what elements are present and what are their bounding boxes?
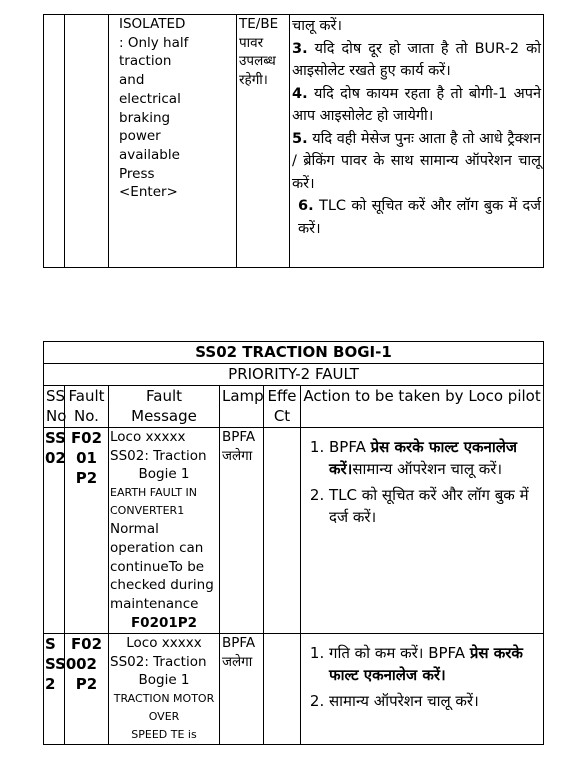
action-text: यदि वही मेसेज पुनः आता है तो आधे ट्रैक्शन / ब्रेकिंग पावर के साथ सामान्य ऑपरेशन चालू करें। [292, 130, 541, 192]
message-line: braking [119, 109, 171, 126]
message-line: <Enter> [119, 184, 178, 201]
row-effect [264, 428, 301, 634]
top-lamp-cell [237, 15, 290, 268]
action-item [329, 690, 537, 712]
header-ss-no: SS No [44, 386, 65, 428]
message-line: Loco xxxxx [110, 429, 186, 445]
row-fault-no: F02 02 P2 [65, 634, 109, 745]
message-line: available [119, 146, 180, 163]
message-line: Bogie 1 [138, 672, 190, 689]
table-row [44, 634, 544, 745]
top-fault-cell [65, 15, 109, 268]
row-action [301, 428, 544, 634]
table-row [44, 428, 544, 634]
action-item [292, 83, 541, 128]
message-line: and [119, 72, 145, 89]
message-small: TRACTION MOTOR OVER [113, 692, 215, 724]
message-line: electrical [119, 90, 181, 107]
top-action-cell [290, 15, 544, 268]
table-title: SS02 TRACTION BOGI-1 [44, 342, 544, 364]
header-effect: Effe Ct [264, 386, 301, 428]
action-item [292, 128, 541, 196]
action-bold: प्रेस करके फाल्ट एकनालेज करें। [329, 438, 518, 478]
message-line: ISOLATED [119, 16, 186, 32]
action-item [329, 642, 537, 686]
action-number: 4. [292, 85, 308, 102]
top-ss-cell [44, 15, 65, 268]
message-tail: Normal operation can continueTo be checked during maintenance [110, 521, 214, 612]
row-ss: S SS0 2 [44, 634, 65, 745]
table-subtitle: PRIORITY-2 FAULT [44, 364, 544, 386]
row-lamp: BPFA जलेगा [220, 428, 264, 634]
action-text: यदि दोष कायम रहता है तो बोगी-1 अपने आप आइसोलेट हो जायेगी। [292, 85, 541, 124]
message-line: Loco xxxxx [126, 635, 202, 651]
priority-fault-table [43, 341, 544, 745]
lamp-line: रहेगी। [239, 72, 268, 89]
top-message-cell [109, 15, 237, 268]
header-fault-no: Fault No. [65, 386, 109, 428]
action-text: सामान्य ऑपरेशन चालू करें। [352, 460, 503, 478]
row-ss: SS 02 [44, 428, 65, 634]
message-small: EARTH FAULT IN CONVERTER1 [110, 486, 198, 518]
message-line: : Only half [119, 34, 189, 51]
action-number: 5. [292, 130, 308, 147]
action-item [292, 195, 541, 240]
message-code: F0201P2 [130, 614, 198, 631]
message-line: Press [119, 165, 155, 182]
lamp-line: उपलब्ध [239, 53, 276, 70]
action-item [292, 15, 541, 38]
message-line: traction [119, 53, 172, 70]
action-text: चालू करें। [292, 18, 342, 34]
action-text: TLC को सूचित करें और लॉग बुक में दर्ज करें। [298, 198, 542, 237]
message-line: power [119, 128, 161, 145]
header-action: Action to be taken by Loco pilot [301, 386, 544, 428]
action-text: यदि दोष दूर हो जाता है तो BUR-2 को आइसोलेट रखते हुए कार्य करें। [292, 40, 542, 79]
action-text: BPFA [329, 438, 371, 456]
header-fault-message: Fault Message [109, 386, 220, 428]
action-number: 3. [292, 40, 308, 57]
lamp-line: TE/BE [239, 16, 279, 32]
row-effect [264, 634, 301, 745]
message-line: Bogie 1 [138, 466, 190, 483]
message-line: SS02: Traction [110, 447, 207, 464]
message-line: SS02: Traction [110, 653, 207, 670]
message-tail: SPEED TE is [131, 728, 197, 742]
top-fault-table [43, 14, 544, 268]
row-fault-message [109, 428, 220, 634]
action-item [292, 38, 541, 83]
lamp-line: पावर [239, 34, 264, 51]
action-text: सामान्य ऑपरेशन चालू करें। [329, 692, 479, 710]
header-lamp: Lamp [220, 386, 264, 428]
row-fault-message [109, 634, 220, 745]
action-item [329, 436, 537, 480]
action-text: गति को कम करें। BPFA [329, 644, 470, 662]
row-lamp: BPFA जलेगा [220, 634, 264, 745]
action-text: TLC को सूचित करें और लॉग बुक में दर्ज करें। [329, 486, 529, 526]
row-action [301, 634, 544, 745]
action-number: 6. [298, 198, 314, 214]
action-item [329, 484, 537, 528]
action-bold: प्रेस करके फाल्ट एकनालेज करें। [329, 644, 523, 684]
row-fault-no: F02 01 P2 [65, 428, 109, 634]
